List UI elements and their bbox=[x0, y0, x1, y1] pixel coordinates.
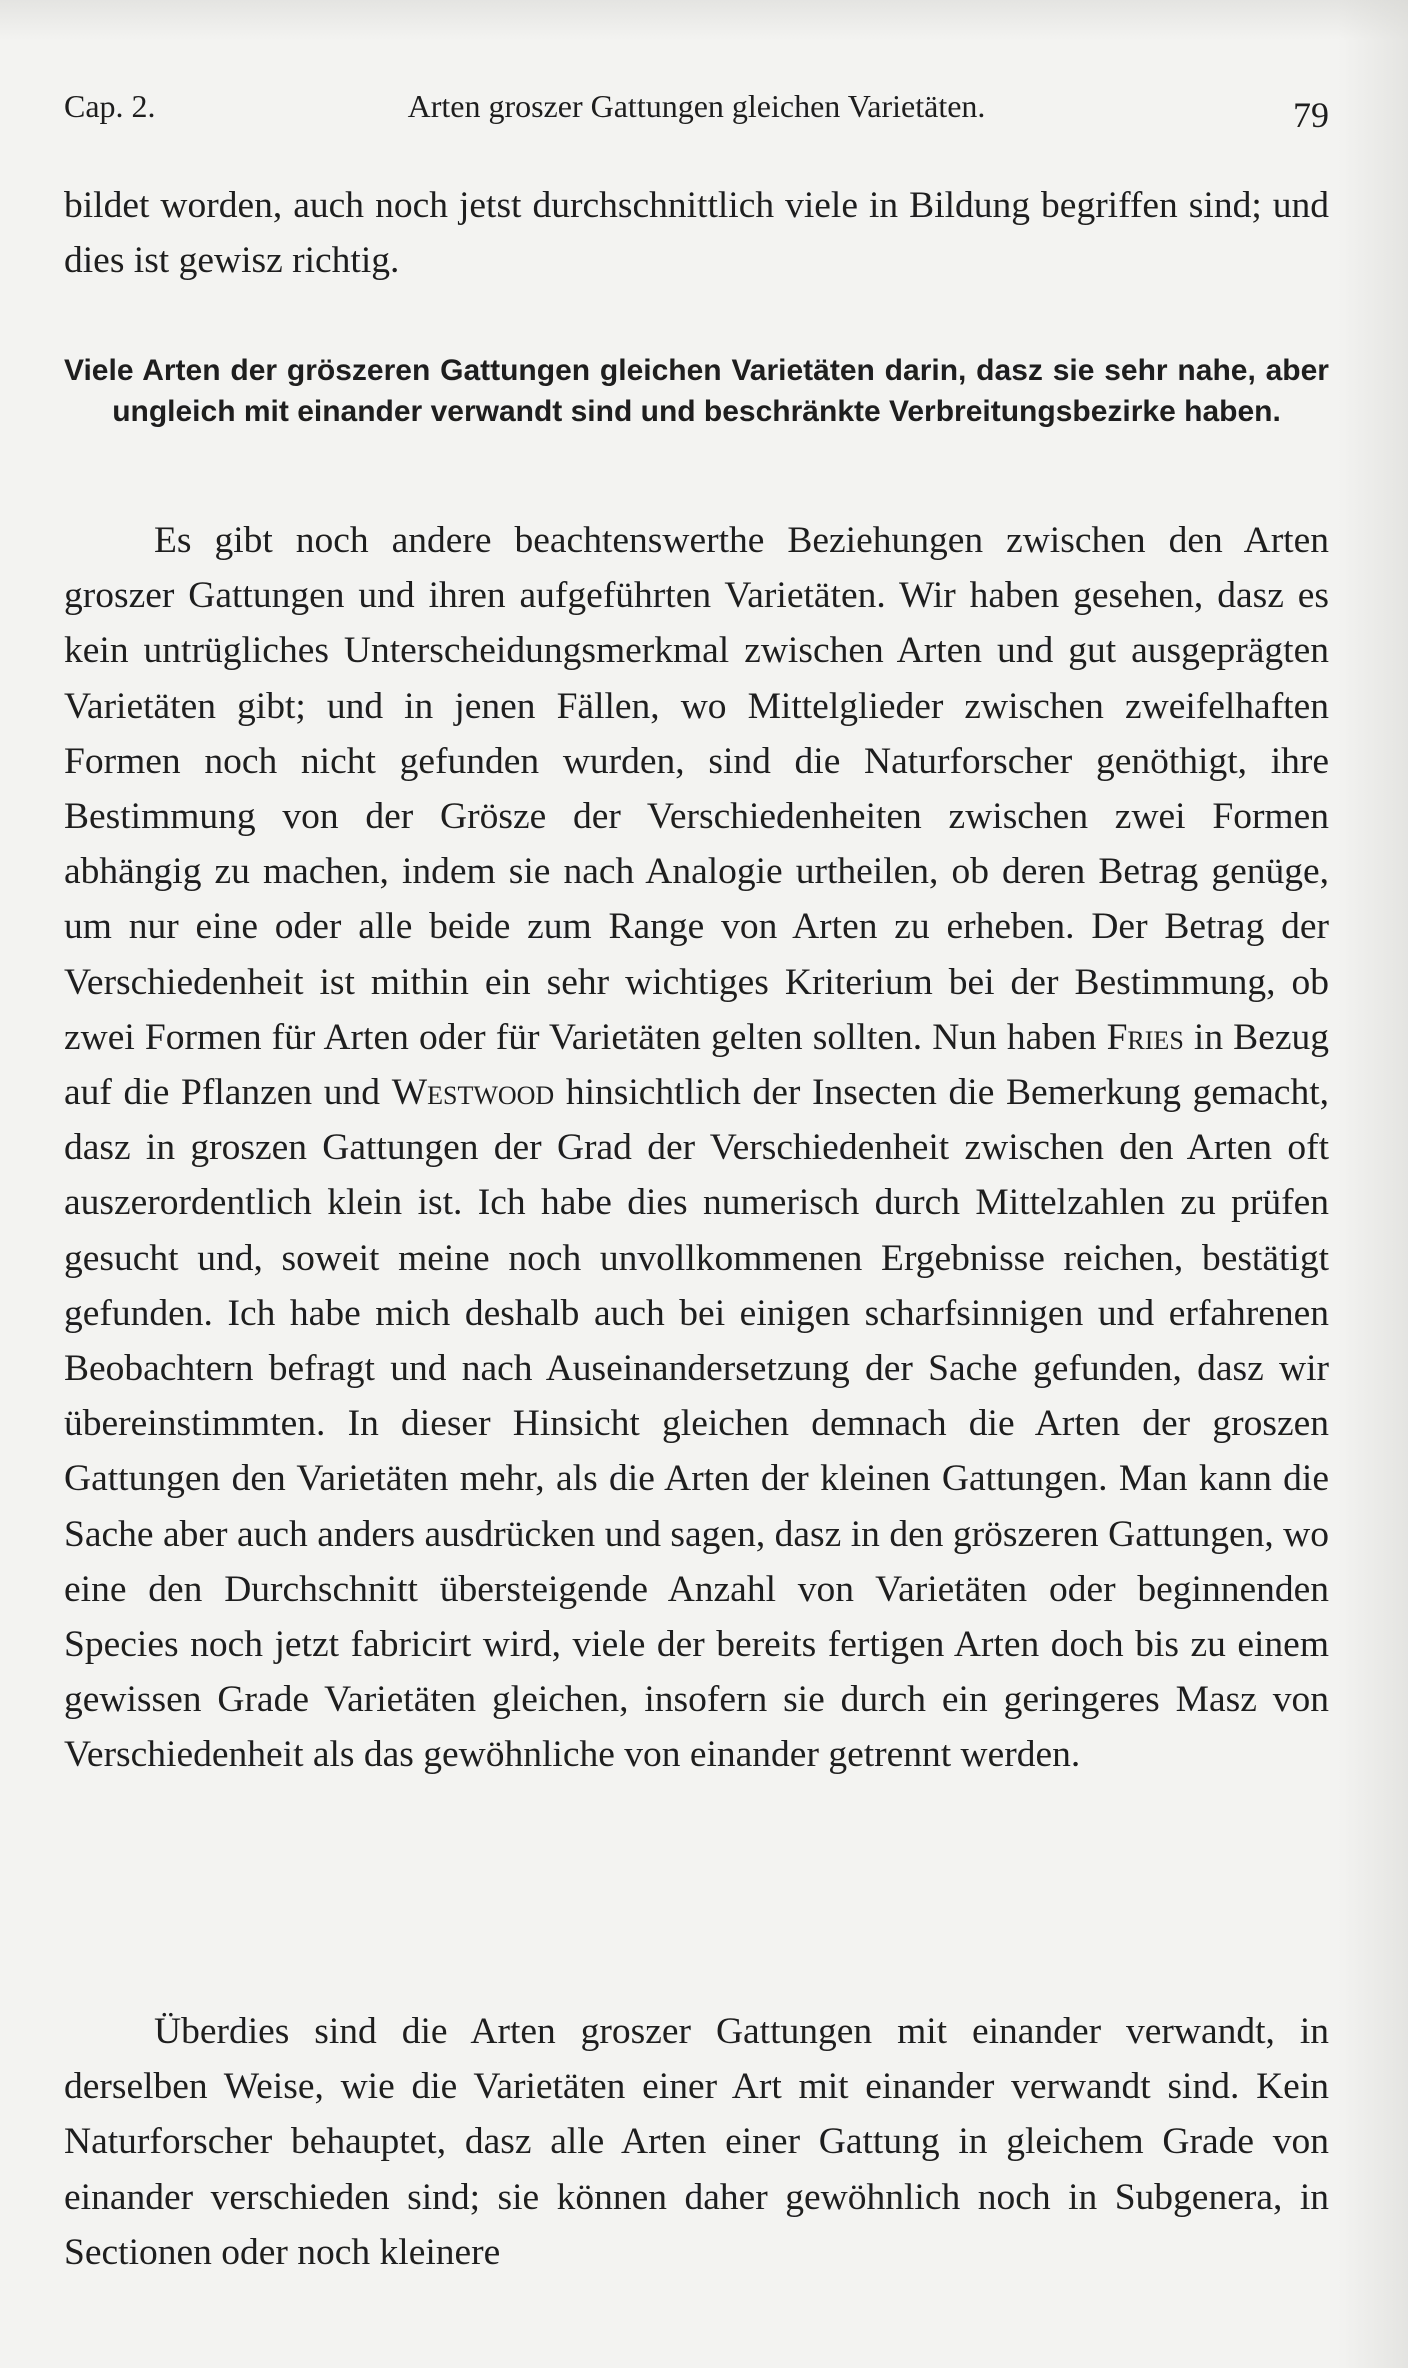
paragraph-text: in Bezug auf die Pflanzen und bbox=[64, 1016, 1329, 1114]
section-heading: Viele Arten der gröszeren Gattungen gleichen Varietäten darin, dasz sie sehr nahe, aber ungleich mit einander verwandt sind und beschränkte Verbreitungsbezirke haben. bbox=[64, 354, 1329, 428]
paragraph-continued: bildet worden, auch noch jetst durchschnittlich viele in Bildung begriffen sind; und dies ist gewisz richtig. bbox=[64, 185, 1329, 282]
paragraph-text: hinsichtlich der Insecten die Bemerkung gemacht, dasz in groszen Gattungen der Grad der Verschiedenheit zwischen den Arten oft auszerordentlich klein ist. Ich habe dies numerisch durch Mittelzahlen zu prüfen gesucht und, soweit meine noch unvollkommenen Ergebnisse reichen, bestätigt gefunden. Ich habe mich deshalb auch bei einigen scharfsinnigen und erfahrenen Beobachtern befragt und nach Auseinandersetzung der Sache gefunden, dasz wir übereinstimmten. In dieser Hinsicht gleichen demnach die Arten der groszen Gattungen den Varietäten mehr, als die Arten der kleinen Gattungen. Man kann die Sache aber auch anders ausdrücken und sagen, dasz in den gröszeren Gattungen, wo eine den Durchschnitt übersteigende Anzahl von Varietäten oder beginnenden Species noch jetzt fabricirt wird, viele der bereits fertigen Arten doch bis zu einem gewissen Grade Varietäten gleichen, insofern sie durch ein geringeres Masz von Verschiedenheit als das gewöhnliche von einander getrennt werden. bbox=[64, 1072, 1329, 1776]
paragraph-main bbox=[64, 513, 1329, 1783]
paragraph-text: Es gibt noch andere beachtenswerthe Beziehungen zwischen den Arten groszer Gattungen und ihren aufgeführten Varietäten. Wir haben gesehen, dasz es kein untrügliches Unterscheidungsmerkmal zwischen Arten und gut ausgeprägten Varietäten gibt; und in jenen Fällen, wo Mittelglieder zwischen zweifelhaften Formen noch nicht gefunden wurden, sind die Naturforscher genöthigt, ihre Bestimmung von der Grösze der Verschiedenheiten zwischen zwei Formen abhängig zu machen, indem sie nach Analogie urtheilen, ob deren Betrag genüge, um nur eine oder alle beide zum Range von Arten zu erheben. Der Betrag der Verschiedenheit ist mithin ein sehr wichtiges Kriterium bei der Bestimmung, ob zwei Formen für Arten oder für Varietäten gelten sollten. Nun haben bbox=[64, 520, 1329, 1058]
chapter-label: Cap. 2. bbox=[64, 88, 156, 124]
author-name-westwood: Westwood bbox=[391, 1072, 555, 1114]
author-name-fries: Fries bbox=[1106, 1016, 1184, 1058]
running-head bbox=[64, 88, 1329, 140]
page-edge-shadow bbox=[1338, 0, 1408, 2368]
page-top-shadow bbox=[0, 0, 1408, 40]
page-number: 79 bbox=[1293, 95, 1329, 135]
paragraph-last: Überdies sind die Arten groszer Gattungen mit einander verwandt, in derselben Weise, wie die Varietäten einer Art mit einander verwandt sind. Kein Naturforscher behauptet, dasz alle Arten einer Gattung in gleichem Grade von einander verschieden sind; sie können daher gewöhnlich noch in Subgenera, in Sectionen oder noch kleinere bbox=[64, 2011, 1329, 2273]
running-title: Arten groszer Gattungen gleichen Varietäten. bbox=[407, 88, 986, 124]
